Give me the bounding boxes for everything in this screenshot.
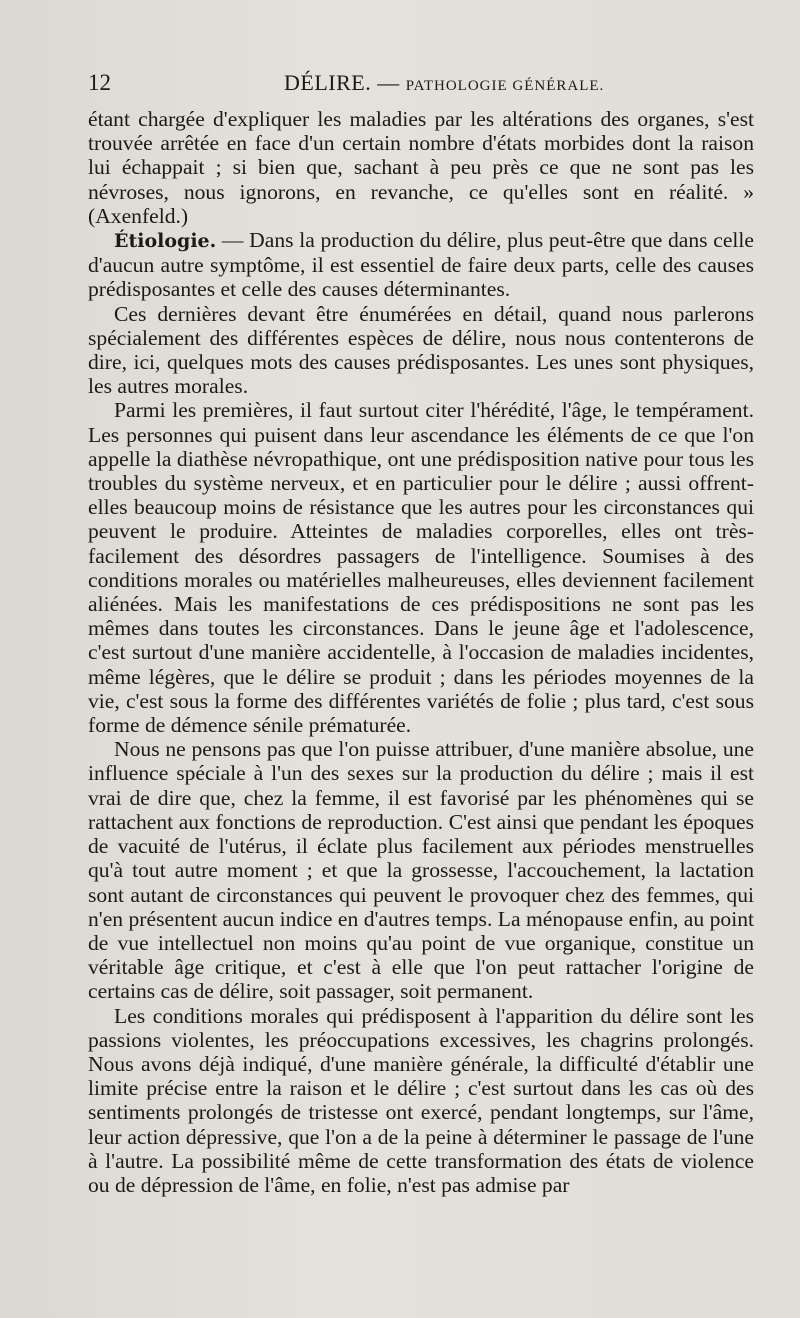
paragraph-etiologie: [88, 228, 754, 302]
paragraph-6-text: Les conditions morales qui prédisposent à l'apparition du délire sont les passions violentes, les préoccupations excessives, les chagrins prolongés. Nous avons déjà indiqué, d'une manière générale, la difficulté d'établir une limite précise entre la raison et le délire ; c'est surtout dans les cas où des sentiments prolongés de tristesse ont exercé, pendant longtemps, sur l'âme, leur action dépressive, que l'on a de la peine à déterminer le passage de l'une à l'autre. La possibilité même de cette transformation des états de violence ou de dépression de l'âme, en folie, n'est pas admise par: [88, 1003, 754, 1197]
paragraph-5-text: Nous ne pensons pas que l'on puisse attribuer, d'une manière absolue, une influence spéciale à l'un des sexes sur la production du délire ; mais il est vrai de dire que, chez la femme, il est favorisé par les phénomènes qui se rattachent aux fonctions de reproduction. C'est ainsi que pendant les époques de vacuité de l'utérus, il éclate plus facilement aux périodes menstruelles qu'à tout autre moment ; et que la grossesse, l'accouchement, la lactation sont autant de circonstances qui peuvent le provoquer chez des femmes, qui n'en présentent aucun indice en d'autres temps. La ménopause enfin, au point de vue intellectuel non moins qu'au point de vue organique, constitue un véritable âge critique, et c'est à elle que l'on peut rattacher l'origine de certains cas de délire, soit passager, soit permanent.: [88, 737, 754, 1004]
paragraph-1: [88, 107, 754, 228]
paragraph-6: [88, 1004, 754, 1198]
title-dash: —: [377, 70, 400, 95]
paragraph-4-text: Parmi les premières, il faut surtout citer l'hérédité, l'âge, le tempérament. Les personnes qui puisent dans leur ascendance les éléments de ce que l'on appelle la diathèse névropathique, ont une prédisposition native pour tous les troubles du système nerveux, et en particulier pour le délire ; aussi offrent-elles beaucoup moins de résistance que les autres pour les circonstances qui peuvent le produire. Atteintes de maladies corporelles, elles ont très-facilement des désordres passagers de l'intelligence. Soumises à des conditions morales ou matérielles malheureuses, elles deviennent facilement aliénées. Mais les manifestations de ces prédispositions ne sont pas les mêmes dans toutes les circonstances. Dans le jeune âge et l'adolescence, c'est surtout d'une manière accidentelle, à l'occasion de maladies incidentes, même légères, que le délire se produit ; dans les périodes moyennes de la vie, c'est sous la forme des différentes variétés de folie ; plus tard, c'est sous forme de démence sénile prématurée.: [88, 398, 754, 738]
running-header: [88, 64, 754, 98]
paragraph-4: [88, 398, 754, 737]
section-heading-etiologie: Étiologie.: [114, 230, 217, 253]
title-main: DÉLIRE.: [284, 70, 372, 95]
paragraph-5: [88, 737, 754, 1003]
paragraph-1-text: étant chargée d'expliquer les maladies par les altérations des organes, s'est trouvée arrêtée en face d'un certain nombre d'états morbides dont la raison lui échappait ; si bien que, sachant à peu près ce que ne sont pas les névroses, nous ignorons, en revanche, ce qu'elles sont en réalité. » (Axenfeld.): [88, 107, 754, 228]
page-number: 12: [88, 70, 111, 95]
body-text: [88, 107, 754, 1197]
running-title: [284, 70, 604, 96]
title-sub: PATHOLOGIE GÉNÉRALE.: [405, 78, 605, 94]
paragraph-2-text: — Dans la production du délire, plus peut-être que dans celle d'aucun autre symptôme, il est essentiel de faire deux parts, celle des causes prédisposantes et celle des causes déterminantes.: [88, 228, 754, 302]
paragraph-3: [88, 302, 754, 399]
paragraph-3-text: Ces dernières devant être énumérées en détail, quand nous parlerons spécialement des différentes espèces de délire, nous nous contenterons de dire, ici, quelques mots des causes prédisposantes. Les unes sont physiques, les autres morales.: [88, 301, 754, 399]
